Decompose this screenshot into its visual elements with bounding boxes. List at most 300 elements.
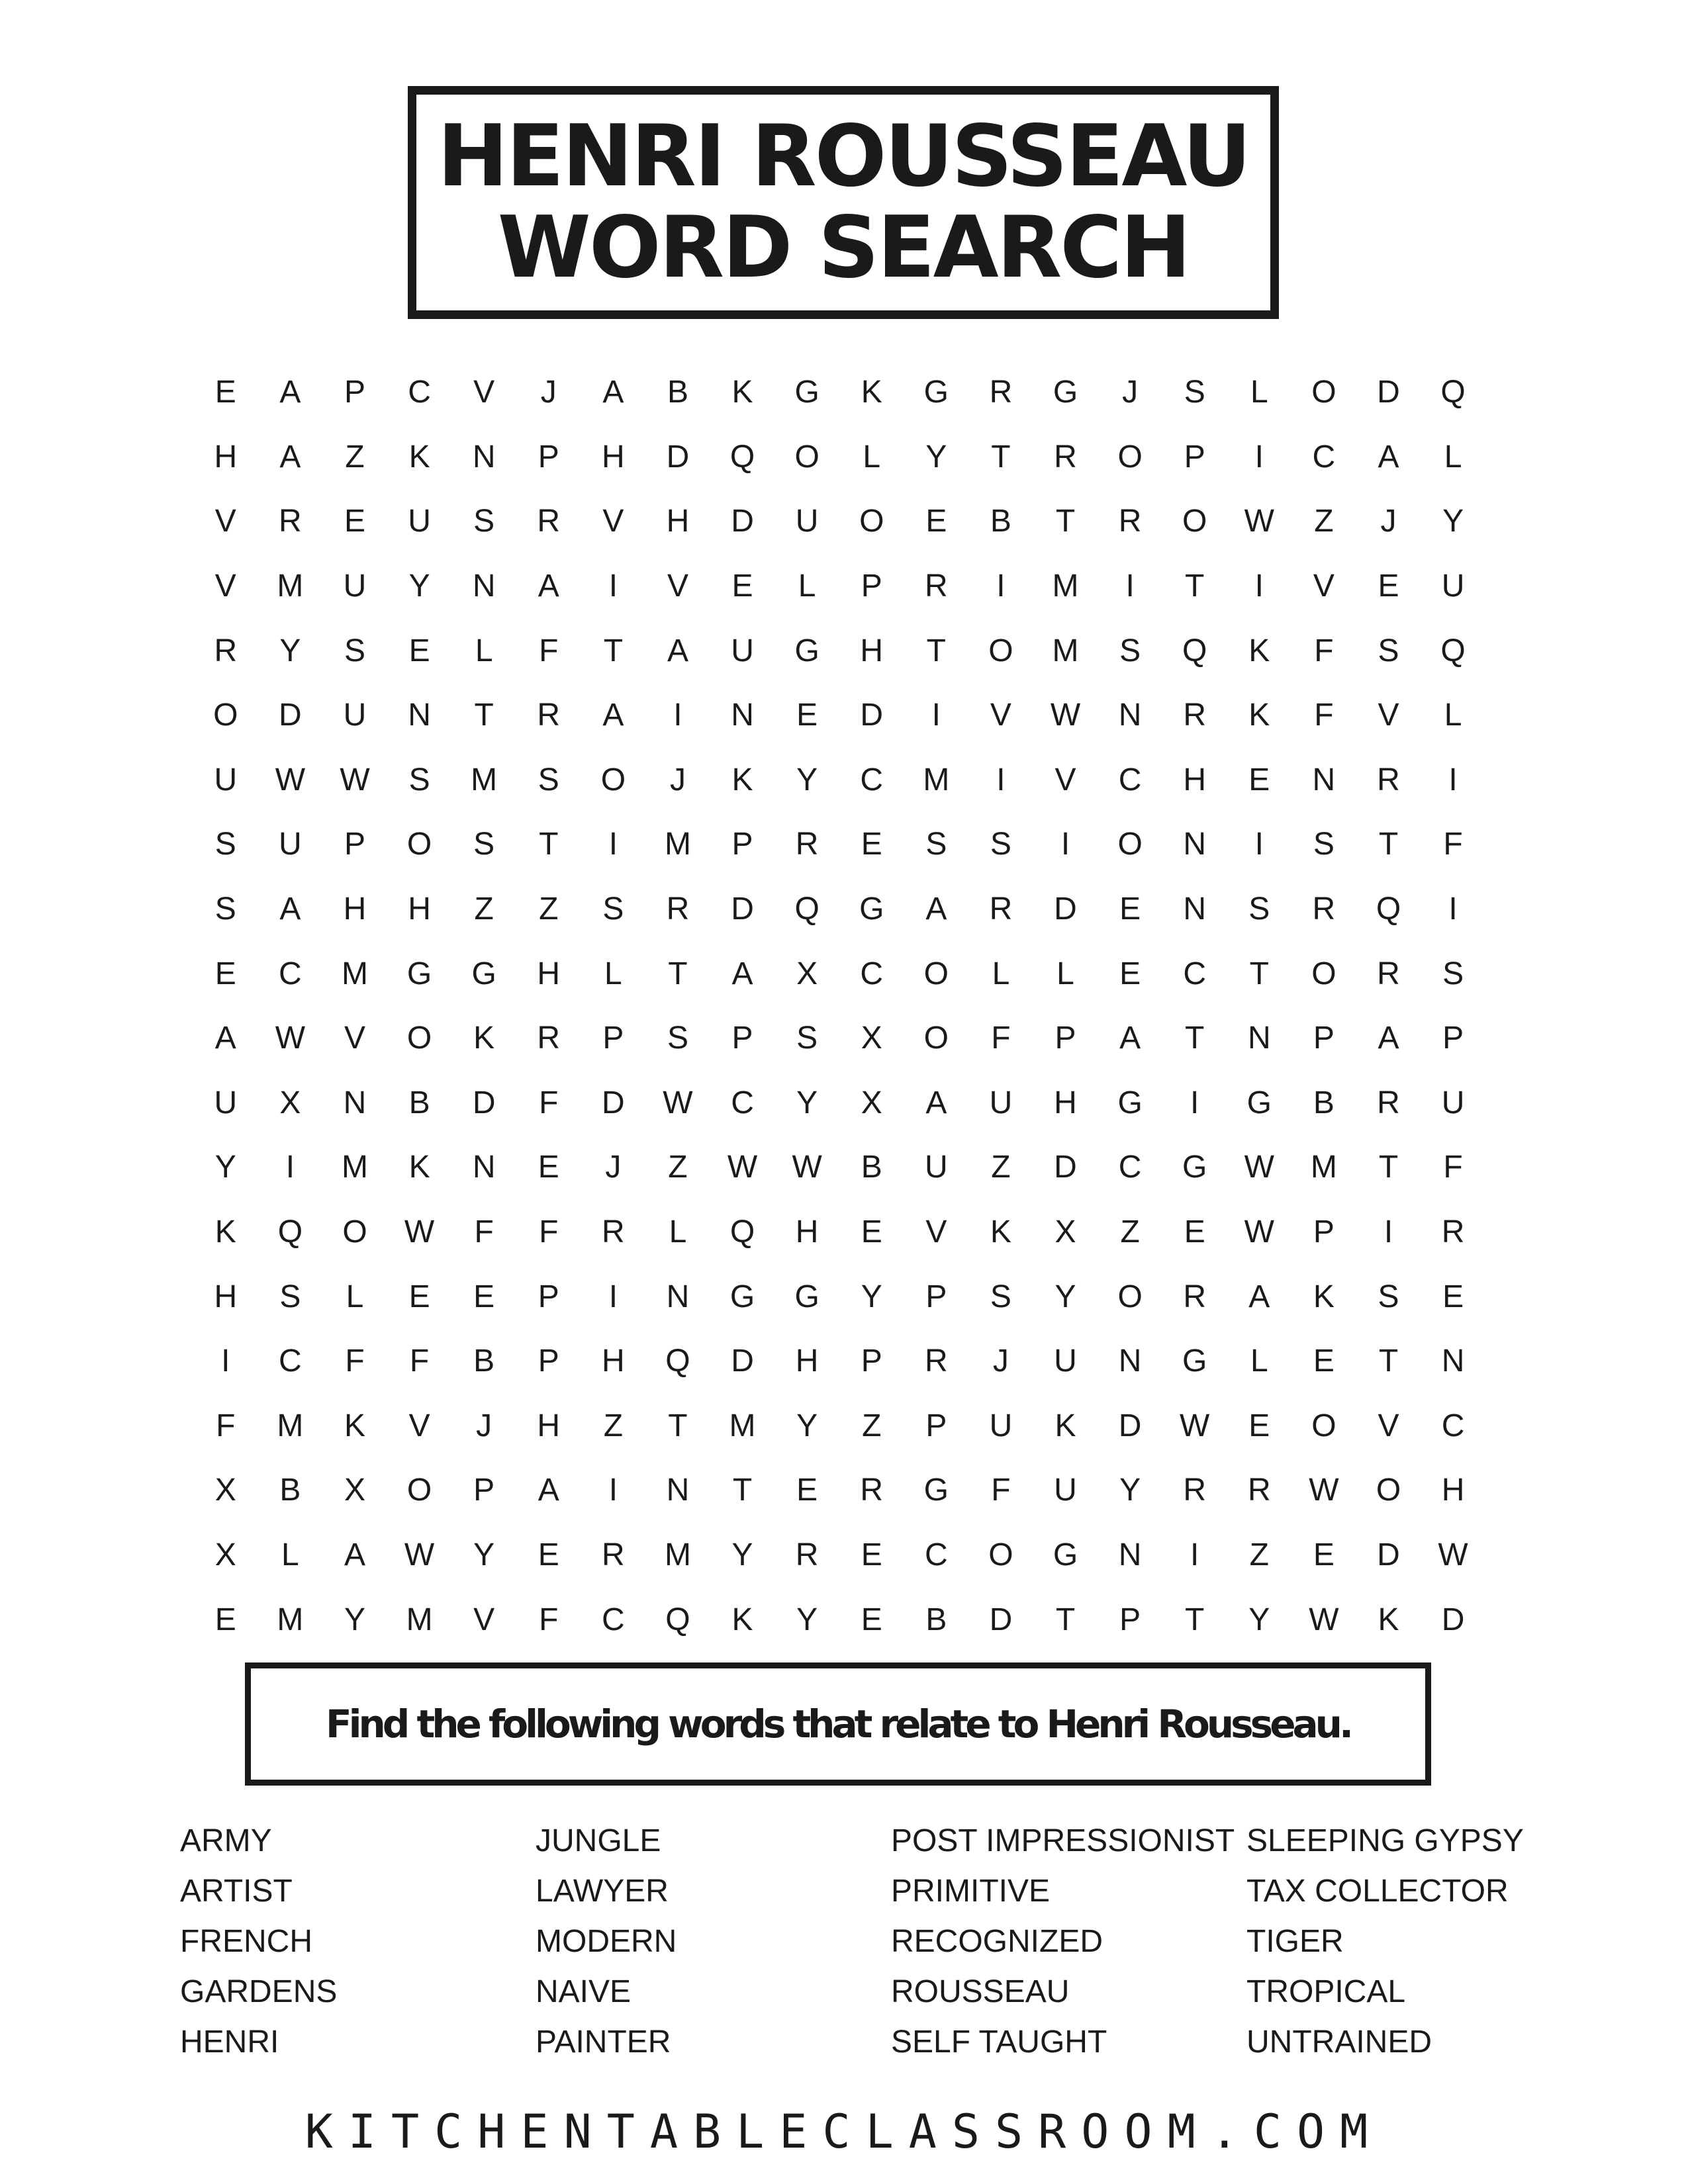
- grid-letter: V: [473, 375, 495, 410]
- word-list-item: TAX COLLECTOR: [1246, 1874, 1509, 1909]
- grid-letter: F: [1443, 827, 1463, 862]
- grid-letter: B: [925, 1602, 947, 1637]
- grid-letter: S: [1119, 633, 1141, 668]
- instruction-text: Find the following words that relate to Henri Rousseau.: [325, 1702, 1350, 1747]
- grid-letter: E: [538, 1537, 559, 1572]
- grid-letter: I: [1125, 569, 1135, 604]
- grid-letter: V: [214, 569, 236, 604]
- grid-letter: A: [1119, 1021, 1141, 1056]
- grid-letter: M: [664, 827, 691, 862]
- grid-letter: C: [924, 1537, 948, 1572]
- grid-letter: K: [344, 1408, 365, 1443]
- grid-letter: Y: [1119, 1473, 1141, 1508]
- grid-letter: L: [1250, 375, 1268, 410]
- grid-letter: O: [406, 1473, 432, 1508]
- grid-letter: K: [861, 375, 882, 410]
- grid-letter: E: [214, 956, 236, 991]
- grid-letter: B: [279, 1473, 301, 1508]
- grid-letter: G: [729, 1279, 755, 1314]
- grid-letter: S: [1313, 827, 1335, 862]
- word-list-item: NAIVE: [536, 1974, 632, 2009]
- grid-letter: O: [1117, 827, 1143, 862]
- grid-letter: F: [1314, 633, 1334, 668]
- word-list-column: [891, 1816, 1246, 2068]
- grid-letter: O: [1311, 375, 1336, 410]
- grid-letter: R: [1183, 1279, 1207, 1314]
- grid-letter: H: [1054, 1085, 1077, 1120]
- grid-letter: S: [1248, 891, 1270, 927]
- grid-letter: R: [214, 633, 238, 668]
- grid-letter: R: [989, 891, 1013, 927]
- grid-letter: L: [475, 633, 493, 668]
- grid-letter: U: [1441, 1085, 1465, 1120]
- grid-letter: F: [1314, 698, 1334, 733]
- grid-letter: R: [537, 1021, 561, 1056]
- grid-letter: F: [345, 1343, 365, 1379]
- grid-letter: N: [1441, 1343, 1465, 1379]
- grid-letter: T: [991, 439, 1011, 475]
- grid-letter: Y: [796, 762, 818, 797]
- grid-letter: Y: [731, 1537, 753, 1572]
- grid-letter: T: [1185, 569, 1205, 604]
- grid-letter: W: [1244, 1150, 1274, 1185]
- grid-letter: L: [863, 439, 881, 475]
- word-list-column: [180, 1816, 536, 2068]
- grid-letter: S: [214, 827, 236, 862]
- grid-letter: W: [792, 1150, 822, 1185]
- grid-letter: K: [1248, 633, 1270, 668]
- grid-letter: M: [1052, 569, 1079, 604]
- grid-letter: D: [1054, 891, 1077, 927]
- grid-letter: Q: [665, 1602, 690, 1637]
- grid-letter: Y: [1442, 504, 1464, 539]
- grid-letter: K: [731, 1602, 753, 1637]
- word-list-item: GARDENS: [180, 1974, 338, 2009]
- grid-letter: C: [731, 1085, 754, 1120]
- grid-letter: K: [731, 375, 753, 410]
- grid-letter: H: [408, 891, 431, 927]
- grid-letter: U: [795, 504, 819, 539]
- grid-letter: T: [1185, 1021, 1205, 1056]
- grid-letter: I: [1254, 439, 1264, 475]
- grid-letter: W: [404, 1214, 435, 1250]
- grid-letter: P: [602, 1021, 624, 1056]
- grid-letter: D: [731, 504, 754, 539]
- grid-letter: B: [667, 375, 688, 410]
- grid-letter: E: [861, 1602, 882, 1637]
- grid-letter: O: [794, 439, 820, 475]
- grid-letter: S: [408, 762, 430, 797]
- word-list-item: ROUSSEAU: [891, 1974, 1070, 2009]
- grid-letter: V: [1378, 1408, 1399, 1443]
- grid-letter: P: [925, 1408, 947, 1443]
- grid-letter: P: [925, 1279, 947, 1314]
- grid-letter: P: [1119, 1602, 1141, 1637]
- grid-letter: I: [1060, 827, 1070, 862]
- grid-letter: L: [1056, 956, 1074, 991]
- grid-letter: R: [860, 1473, 884, 1508]
- grid-letter: W: [727, 1150, 758, 1185]
- grid-letter: I: [608, 827, 618, 862]
- grid-letter: L: [346, 1279, 364, 1314]
- grid-letter: H: [1441, 1473, 1465, 1508]
- grid-letter: I: [996, 569, 1006, 604]
- word-list: [180, 1816, 1570, 2068]
- grid-letter: J: [1122, 375, 1139, 410]
- grid-letter: F: [539, 1602, 559, 1637]
- grid-letter: Y: [344, 1602, 365, 1637]
- grid-letter: I: [608, 569, 618, 604]
- footer-website: KITCHENTABLECLASSROOM.COM: [305, 2105, 1383, 2159]
- word-list-item: TIGER: [1246, 1924, 1344, 1959]
- grid-letter: I: [1254, 827, 1264, 862]
- grid-letter: R: [924, 1343, 948, 1379]
- grid-letter: O: [1117, 1279, 1143, 1314]
- grid-letter: C: [1441, 1408, 1465, 1443]
- grid-letter: K: [731, 762, 753, 797]
- grid-letter: Y: [1055, 1279, 1076, 1314]
- grid-letter: T: [1378, 827, 1399, 862]
- grid-letter: Y: [925, 439, 947, 475]
- grid-letter: P: [1184, 439, 1205, 475]
- grid-letter: F: [539, 1085, 559, 1120]
- grid-letter: A: [538, 1473, 559, 1508]
- grid-letter: A: [1378, 439, 1399, 475]
- word-list-item: HENRI: [180, 2025, 279, 2060]
- word-list-item: PRIMITIVE: [891, 1874, 1051, 1909]
- grid-letter: L: [281, 1537, 299, 1572]
- grid-letter: X: [214, 1537, 236, 1572]
- grid-letter: H: [602, 439, 625, 475]
- grid-letter: V: [1313, 569, 1335, 604]
- grid-letter: K: [214, 1214, 236, 1250]
- grid-letter: L: [992, 956, 1010, 991]
- grid-letter: S: [667, 1021, 688, 1056]
- grid-letter: J: [540, 375, 557, 410]
- grid-letter: H: [666, 504, 690, 539]
- word-list-item: PAINTER: [536, 2025, 671, 2060]
- grid-letter: U: [1054, 1473, 1077, 1508]
- grid-letter: I: [1190, 1085, 1199, 1120]
- grid-letter: Z: [474, 891, 494, 927]
- grid-letter: Y: [214, 1150, 236, 1185]
- grid-letter: E: [408, 1279, 430, 1314]
- grid-letter: M: [729, 1408, 756, 1443]
- grid-letter: E: [796, 698, 818, 733]
- grid-letter: U: [343, 569, 367, 604]
- grid-letter: C: [860, 956, 884, 991]
- grid-letter: W: [275, 1021, 306, 1056]
- grid-letter: A: [602, 698, 624, 733]
- grid-letter: G: [471, 956, 496, 991]
- grid-letter: U: [1441, 569, 1465, 604]
- grid-letter: M: [341, 956, 368, 991]
- grid-letter: W: [1050, 698, 1081, 733]
- grid-letter: D: [1441, 1602, 1465, 1637]
- grid-letter: U: [1054, 1343, 1077, 1379]
- grid-letter: O: [988, 1537, 1013, 1572]
- grid-letter: I: [221, 1343, 230, 1379]
- grid-letter: L: [669, 1214, 687, 1250]
- grid-letter: K: [1378, 1602, 1399, 1637]
- grid-letter: E: [1378, 569, 1399, 604]
- grid-letter: U: [279, 827, 302, 862]
- grid-letter: S: [1378, 1279, 1399, 1314]
- grid-letter: Z: [539, 891, 559, 927]
- grid-letter: W: [275, 762, 306, 797]
- grid-letter: P: [861, 569, 882, 604]
- grid-letter: I: [996, 762, 1006, 797]
- grid-letter: E: [1184, 1214, 1205, 1250]
- word-list-item: LAWYER: [536, 1874, 669, 1909]
- grid-letter: R: [1183, 698, 1207, 733]
- grid-letter: F: [409, 1343, 430, 1379]
- grid-letter: T: [732, 1473, 753, 1508]
- grid-letter: P: [538, 1279, 559, 1314]
- grid-letter: U: [924, 1150, 948, 1185]
- grid-letter: I: [1448, 891, 1458, 927]
- grid-letter: U: [989, 1408, 1013, 1443]
- grid-letter: V: [1378, 698, 1399, 733]
- grid-letter: Q: [1440, 375, 1466, 410]
- grid-letter: S: [473, 504, 495, 539]
- grid-letter: X: [279, 1085, 301, 1120]
- grid-letter: K: [1313, 1279, 1335, 1314]
- grid-letter: J: [669, 762, 686, 797]
- grid-letter: L: [604, 956, 622, 991]
- word-list-item: SELF TAUGHT: [891, 2025, 1107, 2060]
- grid-letter: X: [214, 1473, 236, 1508]
- grid-letter: C: [279, 956, 302, 991]
- grid-letter: D: [666, 439, 690, 475]
- grid-letter: N: [1118, 698, 1142, 733]
- grid-letter: N: [666, 1279, 690, 1314]
- grid-letter: P: [538, 439, 559, 475]
- grid-letter: P: [861, 1343, 882, 1379]
- grid-letter: E: [861, 1537, 882, 1572]
- grid-letter: Q: [1440, 633, 1466, 668]
- grid-letter: H: [1183, 762, 1207, 797]
- grid-letter: O: [406, 1021, 432, 1056]
- grid-letter: R: [1118, 504, 1142, 539]
- grid-letter: Q: [1376, 891, 1401, 927]
- grid-letter: H: [343, 891, 367, 927]
- grid-letter: R: [1377, 762, 1400, 797]
- grid-letter: H: [795, 1214, 819, 1250]
- grid-letter: Z: [1314, 504, 1334, 539]
- grid-letter: D: [989, 1602, 1013, 1637]
- grid-letter: Z: [991, 1150, 1011, 1185]
- grid-letter: T: [539, 827, 559, 862]
- grid-letter: S: [538, 762, 559, 797]
- word-list-item: SLEEPING GYPSY: [1246, 1823, 1524, 1858]
- word-list-item: POST IMPRESSIONIST: [891, 1823, 1235, 1858]
- grid-letter: U: [343, 698, 367, 733]
- grid-letter: R: [1312, 891, 1336, 927]
- grid-letter: V: [667, 569, 688, 604]
- grid-letter: N: [472, 569, 496, 604]
- grid-letter: G: [923, 375, 949, 410]
- grid-letter: E: [538, 1150, 559, 1185]
- grid-letter: X: [1055, 1214, 1076, 1250]
- grid-letter: H: [214, 1279, 238, 1314]
- grid-letter: N: [472, 439, 496, 475]
- grid-letter: V: [925, 1214, 947, 1250]
- grid-letter: R: [1441, 1214, 1465, 1250]
- grid-letter: I: [1190, 1537, 1199, 1572]
- grid-letter: I: [931, 698, 941, 733]
- grid-letter: G: [859, 891, 884, 927]
- grid-letter: C: [1312, 439, 1336, 475]
- grid-letter: R: [1247, 1473, 1271, 1508]
- grid-letter: M: [277, 1602, 304, 1637]
- grid-letter: O: [859, 504, 884, 539]
- grid-letter: S: [473, 827, 495, 862]
- grid-letter: Q: [277, 1214, 303, 1250]
- grid-letter: S: [796, 1021, 818, 1056]
- grid-letter: M: [1310, 1150, 1337, 1185]
- grid-letter: N: [343, 1085, 367, 1120]
- grid-letter: N: [1312, 762, 1336, 797]
- grid-letter: W: [340, 762, 370, 797]
- grid-letter: R: [1377, 1085, 1400, 1120]
- grid-letter: K: [990, 1214, 1011, 1250]
- grid-letter: B: [990, 504, 1011, 539]
- grid-letter: S: [1184, 375, 1205, 410]
- grid-letter: Y: [861, 1279, 882, 1314]
- grid-letter: M: [1052, 633, 1079, 668]
- grid-letter: D: [860, 698, 884, 733]
- grid-letter: S: [602, 891, 624, 927]
- grid-letter: T: [474, 698, 494, 733]
- grid-letter: J: [476, 1408, 492, 1443]
- grid-letter: C: [602, 1602, 625, 1637]
- word-list-column: [536, 1816, 891, 2068]
- grid-letter: Z: [345, 439, 365, 475]
- grid-letter: X: [344, 1473, 365, 1508]
- grid-letter: P: [1313, 1214, 1335, 1250]
- grid-letter: A: [279, 439, 301, 475]
- grid-letter: V: [214, 504, 236, 539]
- grid-letter: N: [1183, 827, 1207, 862]
- grid-letter: I: [1254, 569, 1264, 604]
- grid-letter: U: [731, 633, 754, 668]
- grid-letter: Z: [1120, 1214, 1140, 1250]
- grid-letter: T: [1185, 1602, 1205, 1637]
- grid-letter: E: [925, 504, 947, 539]
- grid-letter: D: [472, 1085, 496, 1120]
- grid-letter: R: [1054, 439, 1077, 475]
- grid-letter: W: [1438, 1537, 1468, 1572]
- grid-letter: W: [1180, 1408, 1210, 1443]
- grid-letter: C: [1118, 762, 1142, 797]
- grid-letter: F: [539, 1214, 559, 1250]
- grid-letter: X: [796, 956, 818, 991]
- grid-letter: M: [277, 569, 304, 604]
- grid-letter: P: [1442, 1021, 1464, 1056]
- grid-letter: H: [795, 1343, 819, 1379]
- grid-letter: G: [1117, 1085, 1143, 1120]
- grid-letter: N: [666, 1473, 690, 1508]
- grid-letter: E: [1442, 1279, 1464, 1314]
- grid-letter: C: [408, 375, 431, 410]
- grid-letter: Q: [1182, 633, 1207, 668]
- grid-letter: A: [344, 1537, 365, 1572]
- grid-letter: I: [1448, 762, 1458, 797]
- grid-letter: S: [1378, 633, 1399, 668]
- grid-letter: I: [1383, 1214, 1393, 1250]
- grid-letter: D: [1054, 1150, 1077, 1185]
- grid-letter: G: [1246, 1085, 1272, 1120]
- word-list-item: UNTRAINED: [1246, 2025, 1432, 2060]
- grid-letter: Y: [1248, 1602, 1270, 1637]
- grid-letter: C: [279, 1343, 302, 1379]
- grid-letter: F: [216, 1408, 236, 1443]
- grid-letter: R: [537, 698, 561, 733]
- grid-letter: P: [538, 1343, 559, 1379]
- grid-letter: T: [603, 633, 624, 668]
- grid-letter: G: [1053, 375, 1078, 410]
- grid-letter: G: [1053, 1537, 1078, 1572]
- grid-letter: R: [602, 1214, 625, 1250]
- grid-letter: T: [1055, 1602, 1076, 1637]
- grid-letter: U: [989, 1085, 1013, 1120]
- grid-letter: E: [408, 633, 430, 668]
- grid-letter: A: [1378, 1021, 1399, 1056]
- grid-letter: O: [1311, 956, 1336, 991]
- word-list-item: ARTIST: [180, 1874, 293, 1909]
- grid-letter: O: [1182, 504, 1207, 539]
- grid-letter: E: [473, 1279, 495, 1314]
- grid-letter: T: [1249, 956, 1269, 991]
- grid-letter: E: [1119, 891, 1141, 927]
- grid-letter: F: [474, 1214, 494, 1250]
- grid-letter: J: [992, 1343, 1009, 1379]
- grid-letter: E: [1248, 1408, 1270, 1443]
- grid-letter: T: [668, 1408, 688, 1443]
- grid-letter: N: [472, 1150, 496, 1185]
- word-list-item: JUNGLE: [536, 1823, 661, 1858]
- grid-letter: G: [794, 1279, 820, 1314]
- grid-letter: E: [861, 827, 882, 862]
- instruction-box: [245, 1662, 1431, 1786]
- grid-letter: Z: [1249, 1537, 1269, 1572]
- grid-letter: B: [861, 1150, 882, 1185]
- grid-letter: Z: [862, 1408, 882, 1443]
- grid-letter: Q: [729, 439, 755, 475]
- grid-letter: M: [664, 1537, 691, 1572]
- grid-letter: V: [1055, 762, 1076, 797]
- title-box: [408, 86, 1279, 319]
- grid-letter: R: [795, 827, 819, 862]
- grid-letter: M: [923, 762, 950, 797]
- grid-letter: X: [861, 1085, 882, 1120]
- grid-letter: R: [1377, 956, 1400, 991]
- grid-letter: I: [285, 1150, 295, 1185]
- grid-letter: D: [731, 1343, 754, 1379]
- grid-letter: E: [214, 375, 236, 410]
- grid-letter: L: [1250, 1343, 1268, 1379]
- grid-letter: A: [1248, 1279, 1270, 1314]
- word-list-item: FRENCH: [180, 1924, 312, 1959]
- grid-letter: Z: [603, 1408, 624, 1443]
- grid-letter: R: [795, 1537, 819, 1572]
- grid-letter: T: [1378, 1150, 1399, 1185]
- grid-letter: G: [406, 956, 432, 991]
- grid-letter: M: [406, 1602, 433, 1637]
- grid-letter: A: [214, 1021, 236, 1056]
- grid-letter: E: [1119, 956, 1141, 991]
